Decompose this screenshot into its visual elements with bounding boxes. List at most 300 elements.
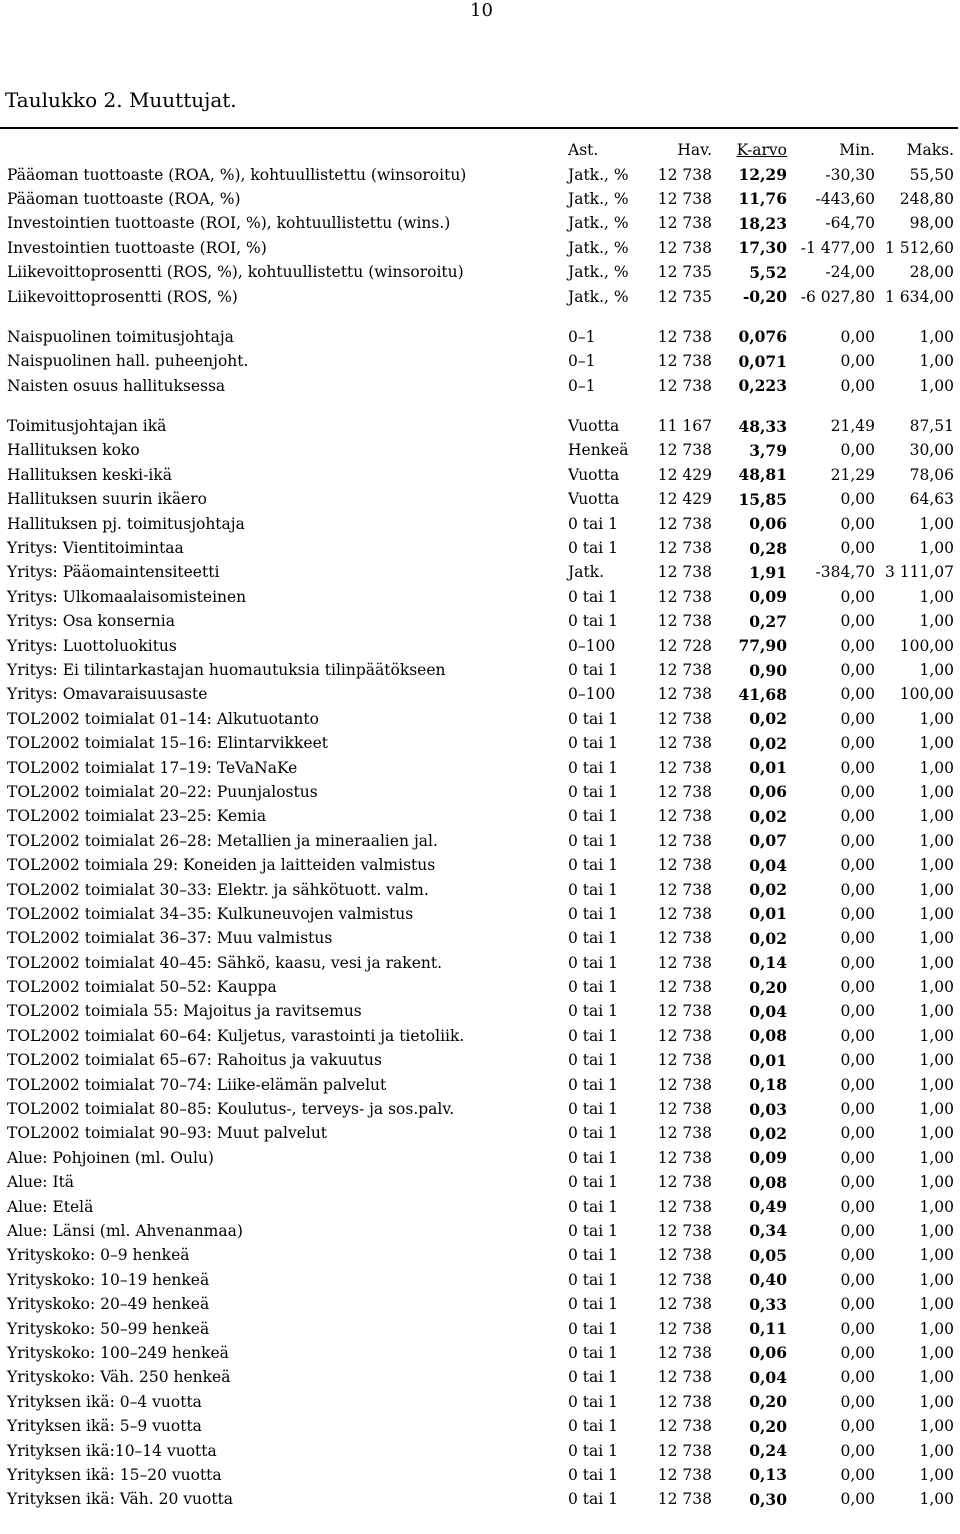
min-value: 0,00 xyxy=(840,734,875,753)
k-arvo: -0,20 xyxy=(742,287,787,307)
observations: 12 738 xyxy=(657,1343,712,1362)
min-value: -443,60 xyxy=(815,189,875,208)
observations: 12 738 xyxy=(657,441,712,460)
min-value: -24,00 xyxy=(825,263,875,282)
header-variable xyxy=(0,138,566,162)
max-value: 1,00 xyxy=(919,352,954,371)
header-row xyxy=(0,138,960,162)
k-arvo: 0,01 xyxy=(749,904,787,924)
table-row xyxy=(0,1341,960,1365)
k-arvo: 0,223 xyxy=(738,376,787,396)
measurement-type: 0 tai 1 xyxy=(568,807,619,826)
min-value: 0,00 xyxy=(840,1441,875,1460)
variable-name: Yritys: Pääomaintensiteetti xyxy=(7,563,220,582)
table-row xyxy=(0,829,960,853)
measurement-type: 0 tai 1 xyxy=(568,1124,619,1143)
variable-name: Yritys: Ei tilintarkastajan huomautuksia tilinpäätökseen xyxy=(7,661,446,679)
table-row xyxy=(0,374,960,398)
table-row xyxy=(0,1097,960,1121)
k-arvo: 0,02 xyxy=(749,928,787,948)
variable-name: Yritys: Luottoluokitus xyxy=(7,636,177,655)
table-row xyxy=(0,187,960,211)
measurement-type: Jatk., % xyxy=(568,214,629,233)
measurement-type: 0–100 xyxy=(568,636,616,655)
table-row xyxy=(0,633,960,657)
observations: 12 738 xyxy=(657,563,712,582)
measurement-type: 0 tai 1 xyxy=(568,1295,619,1314)
max-value: 1,00 xyxy=(919,661,954,679)
max-value: 1,00 xyxy=(919,1417,954,1436)
variable-name: Naispuolinen hall. puheenjoht. xyxy=(7,352,249,371)
measurement-type: 0 tai 1 xyxy=(568,929,619,948)
table-row xyxy=(0,658,960,682)
observations: 12 738 xyxy=(657,539,712,558)
k-arvo: 0,24 xyxy=(749,1441,787,1460)
observations: 12 738 xyxy=(657,953,712,972)
min-value: 0,00 xyxy=(840,1270,875,1289)
max-value: 1,00 xyxy=(919,1368,954,1387)
max-value: 1,00 xyxy=(919,709,954,728)
observations: 12 738 xyxy=(657,734,712,753)
min-value: 0,00 xyxy=(840,1197,875,1216)
k-arvo: 0,06 xyxy=(749,1343,787,1363)
max-value: 1,00 xyxy=(919,1197,954,1216)
min-value: 0,00 xyxy=(840,685,875,704)
min-value: 0,00 xyxy=(840,1100,875,1119)
min-value: 0,00 xyxy=(840,953,875,972)
observations: 12 738 xyxy=(657,758,712,777)
measurement-type: Jatk., % xyxy=(568,287,629,306)
measurement-type: Vuotta xyxy=(568,465,620,484)
k-arvo: 0,34 xyxy=(749,1221,787,1241)
observations: 11 167 xyxy=(657,417,712,436)
max-value: 98,00 xyxy=(909,214,954,233)
table-row xyxy=(0,1243,960,1267)
observations: 12 738 xyxy=(657,1270,712,1289)
variable-name: TOL2002 toimialat 20–22: Puunjalostus xyxy=(7,782,318,801)
max-value: 1,00 xyxy=(919,831,954,850)
k-arvo: 5,52 xyxy=(749,262,787,282)
table-body xyxy=(0,162,960,1511)
table-row xyxy=(0,1048,960,1072)
max-value: 1,00 xyxy=(919,1026,954,1045)
min-value: 0,00 xyxy=(840,758,875,777)
k-arvo: 41,68 xyxy=(738,684,787,704)
observations: 12 738 xyxy=(657,880,712,899)
min-value: 0,00 xyxy=(840,636,875,655)
max-value: 1,00 xyxy=(919,1173,954,1192)
measurement-type: 0 tai 1 xyxy=(568,904,619,923)
variable-name: Hallituksen keski-ikä xyxy=(7,465,172,484)
max-value: 1,00 xyxy=(919,1441,954,1460)
measurement-type: 0 tai 1 xyxy=(568,1075,619,1094)
min-value: 0,00 xyxy=(840,1295,875,1314)
measurement-type: 0 tai 1 xyxy=(568,1051,619,1070)
variable-name: Yrityksen ikä: Väh. 20 vuotta xyxy=(7,1490,234,1509)
table-row xyxy=(0,926,960,950)
observations: 12 738 xyxy=(657,929,712,948)
k-arvo: 0,04 xyxy=(749,1367,787,1387)
measurement-type: Jatk., % xyxy=(568,189,629,208)
measurement-type: 0 tai 1 xyxy=(568,953,619,972)
min-value: 0,00 xyxy=(840,1002,875,1021)
table-row xyxy=(0,511,960,535)
max-value: 3 111,07 xyxy=(884,563,954,582)
measurement-type: 0 tai 1 xyxy=(568,831,619,850)
variable-name: Yrityksen ikä: 5–9 vuotta xyxy=(7,1417,202,1436)
header-min: Min. xyxy=(839,141,875,160)
k-arvo: 17,30 xyxy=(738,238,787,258)
min-value: 0,00 xyxy=(840,1417,875,1436)
min-value: 0,00 xyxy=(840,929,875,948)
k-arvo: 0,08 xyxy=(749,1026,787,1046)
observations: 12 738 xyxy=(657,238,712,257)
measurement-type: 0 tai 1 xyxy=(568,782,619,801)
measurement-type: 0 tai 1 xyxy=(568,978,619,997)
variable-name: TOL2002 toimialat 15–16: Elintarvikkeet xyxy=(7,734,328,753)
max-value: 1,00 xyxy=(919,978,954,997)
variable-name: TOL2002 toimialat 90–93: Muut palvelut xyxy=(7,1124,328,1143)
min-value: 0,00 xyxy=(840,856,875,875)
variable-name: Yritys: Omavaraisuusaste xyxy=(7,685,208,704)
header-ast: Ast. xyxy=(568,141,599,160)
k-arvo: 0,02 xyxy=(749,709,787,729)
k-arvo: 48,33 xyxy=(738,416,787,436)
min-value: 0,00 xyxy=(840,514,875,533)
min-value: -64,70 xyxy=(825,214,875,233)
k-arvo: 0,04 xyxy=(749,1001,787,1021)
max-value: 1,00 xyxy=(919,1465,954,1484)
k-arvo: 0,27 xyxy=(749,611,787,631)
observations: 12 738 xyxy=(657,165,712,184)
min-value: 0,00 xyxy=(840,880,875,899)
min-value: 0,00 xyxy=(840,661,875,679)
variable-name: Liikevoittoprosentti (ROS, %), kohtuullistettu (winsoroitu) xyxy=(7,263,464,282)
table-row xyxy=(0,284,960,308)
k-arvo: 0,05 xyxy=(749,1245,787,1265)
k-arvo: 0,071 xyxy=(738,351,787,371)
k-arvo: 0,28 xyxy=(749,538,787,558)
observations: 12 738 xyxy=(657,1173,712,1192)
measurement-type: 0 tai 1 xyxy=(568,661,619,679)
k-arvo: 0,18 xyxy=(749,1075,787,1095)
variable-name: Yrityskoko: 0–9 henkeä xyxy=(7,1246,190,1265)
variable-name: Hallituksen pj. toimitusjohtaja xyxy=(7,514,245,533)
table-row xyxy=(0,1365,960,1389)
max-value: 1,00 xyxy=(919,539,954,558)
min-value: 0,00 xyxy=(840,782,875,801)
observations: 12 738 xyxy=(657,514,712,533)
variable-name: Alue: Länsi (ml. Ahvenanmaa) xyxy=(7,1221,243,1240)
k-arvo: 0,04 xyxy=(749,855,787,875)
max-value: 64,63 xyxy=(909,490,954,509)
measurement-type: 0 tai 1 xyxy=(568,880,619,899)
min-value: 0,00 xyxy=(840,831,875,850)
observations: 12 738 xyxy=(657,904,712,923)
max-value: 1,00 xyxy=(919,1295,954,1314)
max-value: 1,00 xyxy=(919,1075,954,1094)
observations: 12 738 xyxy=(657,1051,712,1070)
variable-name: Investointien tuottoaste (ROI, %), kohtuullistettu (wins.) xyxy=(7,214,451,233)
measurement-type: 0 tai 1 xyxy=(568,1490,619,1509)
max-value: 1,00 xyxy=(919,1490,954,1509)
observations: 12 738 xyxy=(657,831,712,850)
variable-name: Alue: Itä xyxy=(7,1173,75,1192)
variable-name: Hallituksen suurin ikäero xyxy=(7,490,207,509)
group-spacer xyxy=(0,398,960,414)
k-arvo: 0,09 xyxy=(749,1148,787,1168)
table-row xyxy=(0,325,960,349)
min-value: 0,00 xyxy=(840,1148,875,1167)
variable-name: Naisten osuus hallituksessa xyxy=(7,376,226,395)
variable-name: Yrityskoko: 10–19 henkeä xyxy=(7,1270,210,1289)
k-arvo: 48,81 xyxy=(738,465,787,485)
measurement-type: Jatk. xyxy=(568,563,605,582)
measurement-type: 0 tai 1 xyxy=(568,612,619,631)
measurement-type: Jatk., % xyxy=(568,165,629,184)
table-row xyxy=(0,975,960,999)
max-value: 1,00 xyxy=(919,1148,954,1167)
min-value: 0,00 xyxy=(840,1368,875,1387)
variable-name: TOL2002 toimialat 26–28: Metallien ja mineraalien jal. xyxy=(7,831,438,850)
max-value: 1,00 xyxy=(919,904,954,923)
max-value: 78,06 xyxy=(909,465,954,484)
k-arvo: 0,06 xyxy=(749,514,787,534)
measurement-type: 0 tai 1 xyxy=(568,514,619,533)
max-value: 100,00 xyxy=(899,685,954,704)
observations: 12 738 xyxy=(657,1002,712,1021)
k-arvo: 0,40 xyxy=(749,1270,787,1290)
variable-name: TOL2002 toimialat 36–37: Muu valmistus xyxy=(7,929,333,948)
variable-name: TOL2002 toimialat 40–45: Sähkö, kaasu, vesi ja rakent. xyxy=(7,953,443,972)
max-value: 1,00 xyxy=(919,612,954,631)
min-value: 0,00 xyxy=(840,612,875,631)
max-value: 55,50 xyxy=(909,165,954,184)
measurement-type: 0 tai 1 xyxy=(568,587,619,606)
observations: 12 735 xyxy=(657,287,712,306)
page-number: 10 xyxy=(470,0,493,21)
max-value: 1 512,60 xyxy=(884,238,954,257)
observations: 12 738 xyxy=(657,1100,712,1119)
min-value: 21,29 xyxy=(830,465,875,484)
measurement-type: Vuotta xyxy=(568,490,620,509)
table-row xyxy=(0,1414,960,1438)
min-value: 0,00 xyxy=(840,441,875,460)
max-value: 1,00 xyxy=(919,1051,954,1070)
k-arvo: 0,01 xyxy=(749,1050,787,1070)
min-value: 0,00 xyxy=(840,490,875,509)
observations: 12 738 xyxy=(657,1075,712,1094)
observations: 12 738 xyxy=(657,327,712,346)
variable-name: Hallituksen koko xyxy=(7,441,140,460)
variables-table xyxy=(0,138,960,1511)
measurement-type: 0 tai 1 xyxy=(568,1246,619,1265)
table-row xyxy=(0,902,960,926)
measurement-type: 0–1 xyxy=(568,376,596,395)
variable-name: TOL2002 toimialat 17–19: TeVaNaKe xyxy=(7,758,298,777)
k-arvo: 0,14 xyxy=(749,953,787,973)
k-arvo: 0,09 xyxy=(749,587,787,607)
min-value: 0,00 xyxy=(840,352,875,371)
observations: 12 738 xyxy=(657,1417,712,1436)
measurement-type: 0 tai 1 xyxy=(568,1319,619,1338)
variable-name: Yritys: Ulkomaalaisomisteinen xyxy=(7,587,247,606)
k-arvo: 0,06 xyxy=(749,782,787,802)
observations: 12 738 xyxy=(657,856,712,875)
k-arvo: 0,13 xyxy=(749,1465,787,1485)
min-value: 0,00 xyxy=(840,1051,875,1070)
table-row xyxy=(0,1072,960,1096)
min-value: 0,00 xyxy=(840,1075,875,1094)
table-title: Taulukko 2. Muuttujat. xyxy=(5,88,237,112)
table-row xyxy=(0,585,960,609)
max-value: 30,00 xyxy=(909,441,954,460)
k-arvo: 77,90 xyxy=(738,636,787,656)
k-arvo: 0,01 xyxy=(749,758,787,778)
variable-name: Yrityskoko: 20–49 henkeä xyxy=(7,1295,210,1314)
variable-name: TOL2002 toimiala 29: Koneiden ja laitteiden valmistus xyxy=(7,856,436,875)
header-k-arvo: K-arvo xyxy=(736,141,787,160)
table-row xyxy=(0,349,960,373)
variable-name: TOL2002 toimialat 50–52: Kauppa xyxy=(7,978,277,997)
min-value: 0,00 xyxy=(840,904,875,923)
table-row xyxy=(0,1121,960,1145)
variable-name: Yrityksen ikä: 0–4 vuotta xyxy=(7,1392,202,1411)
variable-name: TOL2002 toimialat 34–35: Kulkuneuvojen valmistus xyxy=(7,904,414,923)
variable-name: Alue: Etelä xyxy=(7,1197,94,1216)
header-hav: Hav. xyxy=(677,141,712,160)
k-arvo: 0,03 xyxy=(749,1099,787,1119)
observations: 12 738 xyxy=(657,1295,712,1314)
observations: 12 738 xyxy=(657,661,712,679)
k-arvo: 11,76 xyxy=(738,189,787,209)
table-row xyxy=(0,1438,960,1462)
k-arvo: 0,076 xyxy=(738,327,787,347)
variable-name: TOL2002 toimialat 30–33: Elektr. ja sähkötuott. valm. xyxy=(7,880,429,899)
min-value: 0,00 xyxy=(840,1319,875,1338)
observations: 12 738 xyxy=(657,1368,712,1387)
measurement-type: 0 tai 1 xyxy=(568,709,619,728)
table-row xyxy=(0,260,960,284)
table-row xyxy=(0,1194,960,1218)
variable-name: TOL2002 toimialat 65–67: Rahoitus ja vakuutus xyxy=(7,1051,382,1070)
measurement-type: 0 tai 1 xyxy=(568,1148,619,1167)
observations: 12 738 xyxy=(657,1124,712,1143)
k-arvo: 0,11 xyxy=(749,1319,787,1339)
k-arvo: 0,20 xyxy=(749,1416,787,1436)
observations: 12 738 xyxy=(657,189,712,208)
k-arvo: 0,08 xyxy=(749,1172,787,1192)
measurement-type: 0 tai 1 xyxy=(568,1100,619,1119)
k-arvo: 0,07 xyxy=(749,831,787,851)
observations: 12 728 xyxy=(657,636,712,655)
measurement-type: Vuotta xyxy=(568,417,620,436)
table-row xyxy=(0,877,960,901)
variable-name: Yritys: Vientitoimintaa xyxy=(7,539,184,558)
measurement-type: 0 tai 1 xyxy=(568,1392,619,1411)
observations: 12 738 xyxy=(657,1221,712,1240)
observations: 12 735 xyxy=(657,263,712,282)
observations: 12 738 xyxy=(657,376,712,395)
min-value: -1 477,00 xyxy=(800,238,875,257)
table-row xyxy=(0,1316,960,1340)
table-row xyxy=(0,162,960,186)
min-value: 0,00 xyxy=(840,1392,875,1411)
max-value: 1,00 xyxy=(919,1221,954,1240)
k-arvo: 0,30 xyxy=(749,1489,787,1509)
table-row xyxy=(0,463,960,487)
table-row xyxy=(0,780,960,804)
max-value: 1,00 xyxy=(919,376,954,395)
measurement-type: Jatk., % xyxy=(568,238,629,257)
min-value: 0,00 xyxy=(840,1221,875,1240)
variable-name: Yrityskoko: 50–99 henkeä xyxy=(7,1319,210,1338)
measurement-type: Henkeä xyxy=(568,441,629,460)
max-value: 248,80 xyxy=(899,189,954,208)
variable-name: Yrityskoko: Väh. 250 henkeä xyxy=(7,1368,231,1387)
max-value: 1,00 xyxy=(919,807,954,826)
variable-name: Yrityskoko: 100–249 henkeä xyxy=(7,1343,229,1362)
measurement-type: 0 tai 1 xyxy=(568,1441,619,1460)
table-row xyxy=(0,1024,960,1048)
table-row xyxy=(0,682,960,706)
k-arvo: 0,20 xyxy=(749,977,787,997)
table-row xyxy=(0,853,960,877)
min-value: 0,00 xyxy=(840,807,875,826)
measurement-type: 0 tai 1 xyxy=(568,1417,619,1436)
observations: 12 738 xyxy=(657,1441,712,1460)
min-value: 0,00 xyxy=(840,327,875,346)
observations: 12 429 xyxy=(657,490,712,509)
min-value: 0,00 xyxy=(840,1026,875,1045)
min-value: 0,00 xyxy=(840,1343,875,1362)
variable-name: Naispuolinen toimitusjohtaja xyxy=(7,327,234,346)
measurement-type: 0 tai 1 xyxy=(568,1026,619,1045)
table-row xyxy=(0,951,960,975)
max-value: 1 634,00 xyxy=(884,287,954,306)
max-value: 1,00 xyxy=(919,1392,954,1411)
k-arvo: 3,79 xyxy=(749,440,787,460)
min-value: -6 027,80 xyxy=(800,287,875,306)
min-value: 0,00 xyxy=(840,1124,875,1143)
measurement-type: 0 tai 1 xyxy=(568,1270,619,1289)
observations: 12 429 xyxy=(657,465,712,484)
observations: 12 738 xyxy=(657,1246,712,1265)
table-row xyxy=(0,211,960,235)
table-row xyxy=(0,1268,960,1292)
observations: 12 738 xyxy=(657,1148,712,1167)
observations: 12 738 xyxy=(657,1319,712,1338)
table-row xyxy=(0,487,960,511)
measurement-type: 0 tai 1 xyxy=(568,1197,619,1216)
variable-name: Liikevoittoprosentti (ROS, %) xyxy=(7,287,238,306)
variable-name: TOL2002 toimialat 70–74: Liike-elämän palvelut xyxy=(7,1075,387,1094)
observations: 12 738 xyxy=(657,1026,712,1045)
measurement-type: 0 tai 1 xyxy=(568,539,619,558)
table-row xyxy=(0,438,960,462)
max-value: 1,00 xyxy=(919,327,954,346)
max-value: 28,00 xyxy=(909,263,954,282)
min-value: 0,00 xyxy=(840,1246,875,1265)
min-value: 0,00 xyxy=(840,1465,875,1484)
max-value: 1,00 xyxy=(919,1343,954,1362)
observations: 12 738 xyxy=(657,978,712,997)
k-arvo: 0,02 xyxy=(749,733,787,753)
observations: 12 738 xyxy=(657,685,712,704)
table-row xyxy=(0,560,960,584)
observations: 12 738 xyxy=(657,214,712,233)
max-value: 1,00 xyxy=(919,1124,954,1143)
